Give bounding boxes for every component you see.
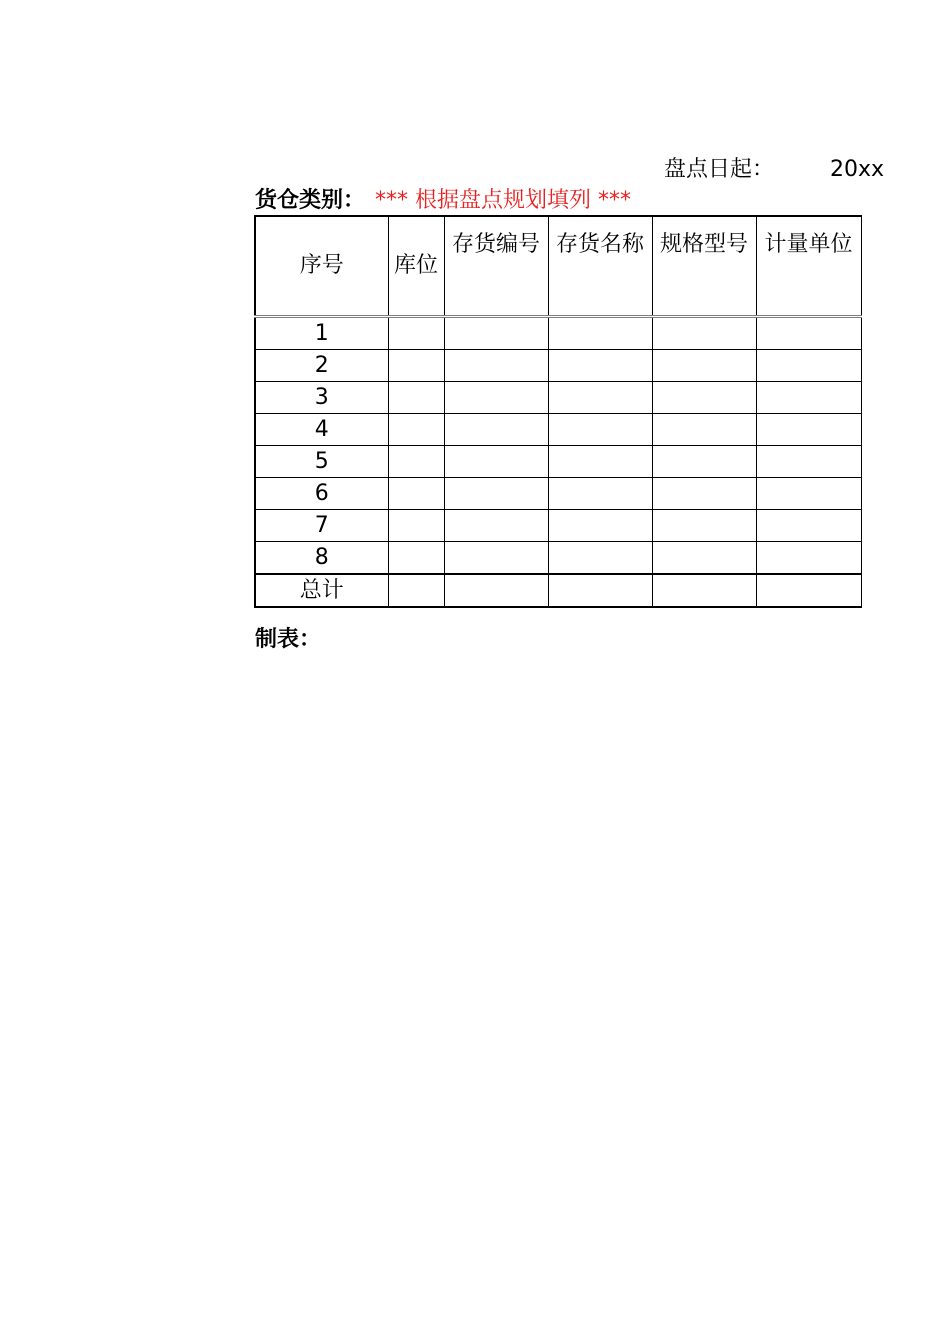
total-location-cell[interactable] xyxy=(388,574,444,607)
column-header-index: 序号 xyxy=(255,216,388,317)
location-cell[interactable] xyxy=(388,382,444,414)
total-label-cell: 总计 xyxy=(255,574,388,607)
row-index-cell: 6 xyxy=(255,478,388,510)
location-cell[interactable] xyxy=(388,350,444,382)
column-header-unit: 计量单位 xyxy=(756,216,861,317)
warehouse-category-label: 货仓类别： xyxy=(255,188,366,213)
specification-cell[interactable] xyxy=(652,446,756,478)
table-row xyxy=(255,510,861,542)
table-row xyxy=(255,542,861,575)
column-header-item-name: 存货名称 xyxy=(548,216,652,317)
specification-cell[interactable] xyxy=(652,350,756,382)
table-row xyxy=(255,382,861,414)
item-code-cell[interactable] xyxy=(444,317,548,350)
table-row xyxy=(255,317,861,350)
location-cell[interactable] xyxy=(388,478,444,510)
specification-cell[interactable] xyxy=(652,382,756,414)
row-index-cell: 3 xyxy=(255,382,388,414)
item-code-cell[interactable] xyxy=(444,542,548,575)
total-row xyxy=(255,574,861,607)
table-row xyxy=(255,478,861,510)
inventory-date-row xyxy=(664,154,885,186)
location-cell[interactable] xyxy=(388,510,444,542)
unit-cell[interactable] xyxy=(756,350,861,382)
location-cell[interactable] xyxy=(388,446,444,478)
total-item-code-cell[interactable] xyxy=(444,574,548,607)
item-name-cell[interactable] xyxy=(548,317,652,350)
row-index-cell: 5 xyxy=(255,446,388,478)
item-code-cell[interactable] xyxy=(444,478,548,510)
specification-cell[interactable] xyxy=(652,478,756,510)
row-index-cell: 2 xyxy=(255,350,388,382)
table-row xyxy=(255,414,861,446)
inventory-table xyxy=(254,215,862,608)
item-code-cell[interactable] xyxy=(444,414,548,446)
unit-cell[interactable] xyxy=(756,382,861,414)
column-header-specification: 规格型号 xyxy=(652,216,756,317)
total-item-name-cell[interactable] xyxy=(548,574,652,607)
location-cell[interactable] xyxy=(388,542,444,575)
item-code-cell[interactable] xyxy=(444,382,548,414)
column-header-location: 库位 xyxy=(388,216,444,317)
specification-cell[interactable] xyxy=(652,510,756,542)
inventory-date-value: 20xx xyxy=(830,157,885,182)
unit-cell[interactable] xyxy=(756,542,861,575)
total-unit-cell[interactable] xyxy=(756,574,861,607)
unit-cell[interactable] xyxy=(756,446,861,478)
item-name-cell[interactable] xyxy=(548,446,652,478)
specification-cell[interactable] xyxy=(652,317,756,350)
item-code-cell[interactable] xyxy=(444,510,548,542)
location-cell[interactable] xyxy=(388,414,444,446)
column-header-item-code: 存货编号 xyxy=(444,216,548,317)
table-header-row xyxy=(255,216,861,317)
item-code-cell[interactable] xyxy=(444,350,548,382)
unit-cell[interactable] xyxy=(756,414,861,446)
item-name-cell[interactable] xyxy=(548,478,652,510)
unit-cell[interactable] xyxy=(756,317,861,350)
item-name-cell[interactable] xyxy=(548,350,652,382)
specification-cell[interactable] xyxy=(652,414,756,446)
item-code-cell[interactable] xyxy=(444,446,548,478)
inventory-date-label: 盘点日起： xyxy=(664,157,775,182)
item-name-cell[interactable] xyxy=(548,414,652,446)
warehouse-category-note: *** 根据盘点规划填列 *** xyxy=(375,188,632,213)
row-index-cell: 7 xyxy=(255,510,388,542)
specification-cell[interactable] xyxy=(652,542,756,575)
location-cell[interactable] xyxy=(388,317,444,350)
item-name-cell[interactable] xyxy=(548,542,652,575)
item-name-cell[interactable] xyxy=(548,382,652,414)
unit-cell[interactable] xyxy=(756,478,861,510)
row-index-cell: 1 xyxy=(255,317,388,350)
table-row xyxy=(255,350,861,382)
warehouse-category-row xyxy=(255,186,631,216)
unit-cell[interactable] xyxy=(756,510,861,542)
row-index-cell: 8 xyxy=(255,542,388,575)
total-specification-cell[interactable] xyxy=(652,574,756,607)
prepared-by-label: 制表： xyxy=(255,627,322,652)
item-name-cell[interactable] xyxy=(548,510,652,542)
table-row xyxy=(255,446,861,478)
row-index-cell: 4 xyxy=(255,414,388,446)
